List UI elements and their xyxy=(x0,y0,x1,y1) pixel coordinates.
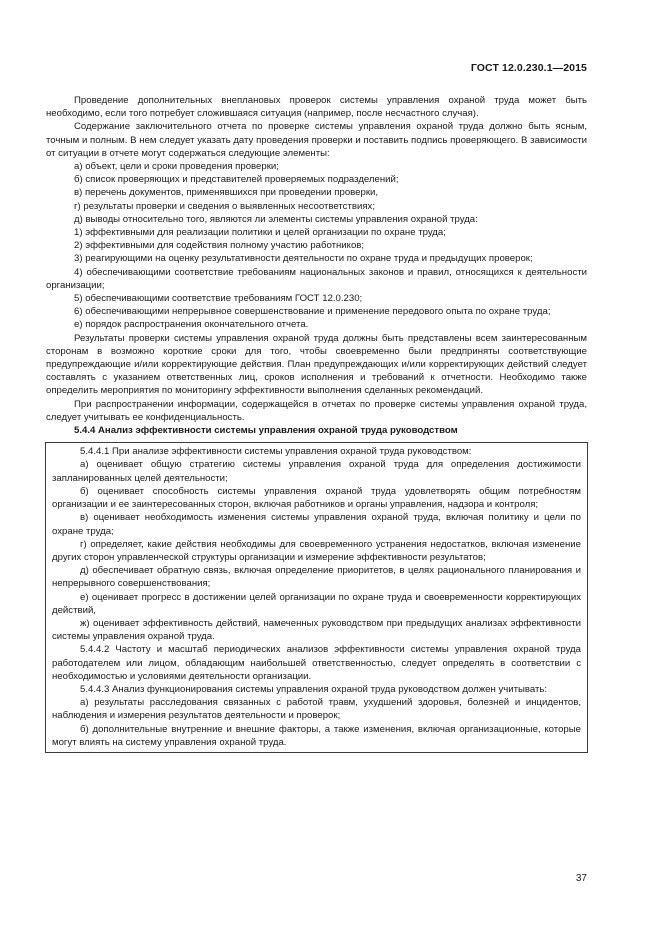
list-item: д) обеспечивает обратную связь, включая определение приоритетов, в целях рационального планирования и непрерывного совершенствования; xyxy=(52,565,581,590)
list-item: г) определяет, какие действия необходимы для своевременного устранения недостатков, включая изменение других сторон управленческой структуры организации и измерение эффективности результатов; xyxy=(52,538,581,563)
sub-list-item: 6) обеспечивающими непрерывное совершенствование и применение передового опыта по охране труда; xyxy=(74,306,551,318)
sub-list-item: 3) реагирующими на оценку результативности деятельности по охране труда и предыдущих проверок; xyxy=(74,253,533,265)
sub-list-item: 2) эффективными для содействия полному участию работников; xyxy=(74,240,365,252)
clause-paragraph: 5.4.4.2 Частоту и масштаб периодических анализов эффективности системы управления охраной труда работодателем или лицом, обладающим наибольшей ответственностью, следует определять в соответствии с необходимостью и условиями деятельности организации. xyxy=(52,644,581,682)
list-item: б) дополнительные внутренние и внешние факторы, а также изменения, включая организационные, которые могут влиять на систему управления охраной труда. xyxy=(52,723,581,748)
list-item: б) список проверяющих и представителей проверяемых подразделений; xyxy=(74,174,399,186)
list-item: б) оценивает способность системы управления охраной труда удовлетворять общим потребностям организации и ее заинтересованных сторон, включая работников и органы управления, надзора и контроля; xyxy=(52,485,581,511)
page-number: 37 xyxy=(575,873,587,884)
paragraph: Результаты проверки системы управления охраной труда должны быть представлены всем заинтересованным сторонам в возможно короткие сроки для того, чтобы своевременно были предприняты соответствующие предупреждающие и/или корректирующие действия. План предупреждающих и/или корректирующих действий следует составлять с указанием ответственных лиц, сроков исполнения и требований к отчетности. Необходимо также определить мероприятия по мониторингу эффективности выполнения сделанных рекомендаций. xyxy=(46,332,587,397)
sub-list-item: 5) обеспечивающими соответствие требованиям ГОСТ 12.0.230; xyxy=(74,293,363,305)
standard-header: ГОСТ 12.0.230.1—2015 xyxy=(470,62,587,74)
list-item: д) выводы относительно того, являются ли элементы системы управления охраной труда: xyxy=(74,213,478,225)
list-item: ж) оценивает эффективность действий, намеченных руководством при предыдущих анализах эффективности системы управления охраной труда. xyxy=(52,617,581,643)
list-item: а) оценивает общую стратегию системы управления охраной труда для определения достижимости запланированных целей деятельности; xyxy=(52,459,581,484)
section-heading: 5.4.4 Анализ эффективности системы управления охраной труда руководством xyxy=(74,425,458,437)
main-content xyxy=(46,94,587,753)
list-item: г) результаты проверки и сведения о выявленных несоответствиях; xyxy=(74,200,375,212)
list-item: е) порядок распространения окончательного отчета. xyxy=(74,319,309,331)
list-item: е) оценивает прогресс в достижении целей организации по охране труда и своевременности корректирующих действий, xyxy=(52,591,581,616)
paragraph: Проведение дополнительных внеплановых проверок системы управления охраной труда может быть необходимо, если того потребует сложившаяся ситуация (например, после несчастного случая). xyxy=(46,95,587,120)
sub-list-item: 4) обеспечивающими соответствие требованиям национальных законов и правил, относящихся к деятельности организации; xyxy=(46,266,587,291)
list-item: а) результаты расследования связанных с работой травм, ухудшений здоровья, болезней и инцидентов, наблюдения и измерения результатов деятельности и проверок; xyxy=(52,697,581,722)
paragraph: При распространении информации, содержащейся в отчетах по проверке системы управления охраной труда, следует учитывать ее конфиденциальность. xyxy=(46,398,587,423)
sub-list-item: 1) эффективными для реализации политики и целей организации по охране труда; xyxy=(74,227,446,239)
framed-clause-box xyxy=(45,442,588,753)
clause-paragraph: 5.4.4.1 При анализе эффективности системы управления охраной труда руководством: xyxy=(80,446,472,458)
list-item: в) оценивает необходимость изменения системы управления охраной труда, включая политику и цели по охране труда; xyxy=(52,512,581,537)
paragraph: Содержание заключительного отчета по проверке системы управления охраной труда должно быть ясным, точным и полным. В нем следует указать дату проведения проверки и поставить подпись проверяющего. В зависимости от ситуации в отчете могут содержаться следующие элементы: xyxy=(46,121,587,159)
list-item: в) перечень документов, применявшихся при проведении проверки, xyxy=(74,187,379,199)
clause-paragraph: 5.4.4.3 Анализ функционирования системы управления охраной труда руководством должен учитывать: xyxy=(80,683,548,695)
list-item: а) объект, цели и сроки проведения проверки; xyxy=(74,161,279,173)
